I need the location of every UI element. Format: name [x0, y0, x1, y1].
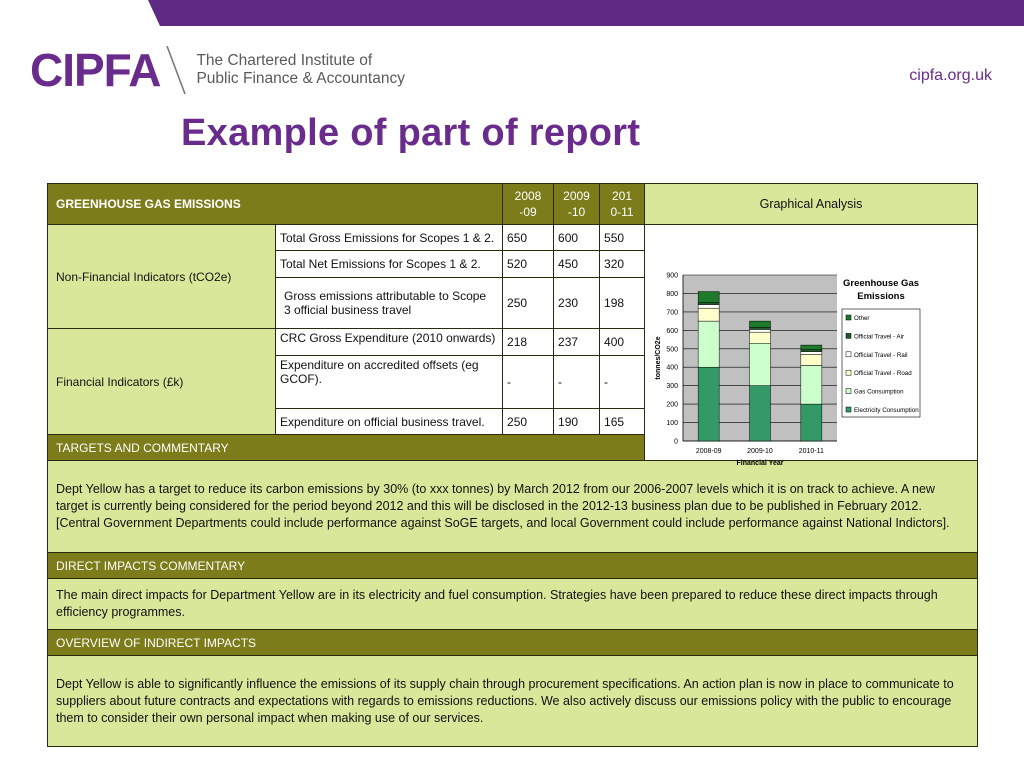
- section-heading: DIRECT IMPACTS COMMENTARY: [48, 553, 978, 579]
- row-value: 400: [600, 329, 645, 356]
- row-value: -: [554, 356, 600, 409]
- logo-wordmark: CIPFA: [30, 44, 161, 96]
- y-tick-label: 600: [666, 327, 679, 335]
- chart-title: Greenhouse Gas: [843, 278, 920, 289]
- chart-cell: [645, 225, 978, 467]
- legend-label: Official Travel - Road: [854, 370, 912, 378]
- row-description: Expenditure on accredited offsets (eg GCOF).: [276, 356, 503, 409]
- group-label: Non-Financial Indicators (tCO2e): [48, 225, 276, 329]
- row-value: -: [503, 356, 554, 409]
- legend-swatch: [846, 407, 851, 412]
- section-text-row: [48, 461, 978, 553]
- section-heading-row: [48, 553, 978, 579]
- report-table: [47, 183, 978, 747]
- bar-segment: [801, 365, 822, 404]
- top-banner: [0, 0, 1024, 28]
- year-header: 2009 -10: [554, 184, 600, 225]
- y-tick-label: 900: [666, 272, 679, 280]
- row-value: 600: [554, 225, 600, 251]
- bar-segment: [801, 354, 822, 365]
- legend-label: Official Travel - Rail: [854, 351, 908, 359]
- y-tick-label: 700: [666, 309, 679, 317]
- section-heading: TARGETS AND COMMENTARY: [48, 435, 978, 461]
- section-heading-row: [48, 630, 978, 656]
- row-value: 237: [554, 329, 600, 356]
- row-description: Total Net Emissions for Scopes 1 & 2.: [276, 251, 503, 278]
- logo-subtitle-line1: The Chartered Institute of: [196, 52, 373, 69]
- row-value: 198: [600, 278, 645, 329]
- table-header-row: [48, 184, 978, 225]
- row-value: -: [600, 356, 645, 409]
- section-heading: OVERVIEW OF INDIRECT IMPACTS: [48, 630, 978, 656]
- row-value: 218: [503, 329, 554, 356]
- y-tick-label: 500: [666, 346, 679, 354]
- cipfa-logo: [30, 45, 405, 95]
- bar-segment: [698, 305, 719, 309]
- table-header-label: GREENHOUSE GAS EMISSIONS: [48, 184, 503, 225]
- site-url[interactable]: cipfa.org.uk: [909, 67, 992, 84]
- page-title: Example of part of report: [181, 112, 641, 154]
- y-tick-label: 400: [666, 364, 679, 372]
- bar-segment: [698, 308, 719, 321]
- legend-swatch: [846, 352, 851, 357]
- bar-segment: [801, 352, 822, 355]
- row-value: 250: [503, 278, 554, 329]
- logo-slash-mark: [164, 44, 188, 96]
- row-description: Total Gross Emissions for Scopes 1 & 2.: [276, 225, 503, 251]
- bar-segment: [801, 404, 822, 441]
- legend-swatch: [846, 389, 851, 394]
- group-label: Financial Indicators (£k): [48, 329, 276, 435]
- bar-segment: [801, 345, 822, 350]
- legend-swatch: [846, 370, 851, 375]
- bar-segment: [698, 303, 719, 305]
- row-value: 520: [503, 251, 554, 278]
- y-tick-label: 100: [666, 420, 679, 428]
- bar-segment: [750, 332, 771, 343]
- y-tick-label: 200: [666, 401, 679, 409]
- row-value: 250: [503, 409, 554, 435]
- y-axis-title: tonnes/CO2e: [655, 336, 663, 380]
- legend-swatch: [846, 315, 851, 320]
- logo-subtitle: [196, 52, 405, 88]
- emissions-chart: [645, 225, 975, 467]
- row-value: 650: [503, 225, 554, 251]
- section-text: Dept Yellow has a target to reduce its carbon emissions by 30% (to xxx tonnes) by March 2012 from our 2006-2007 levels which it is on track to achieve. A new target is currently being considered for the period beyond 2012 and this will be disclosed in the 2012-13 business plan due to be published in February 2012. [Central Government Departments could include performance against SoGE targets, and local Government could include performance against National Indictors].: [48, 461, 978, 553]
- legend-label: Official Travel - Air: [854, 333, 905, 341]
- bar-segment: [750, 328, 771, 330]
- bar-segment: [750, 343, 771, 385]
- bar-segment: [698, 292, 719, 303]
- legend-label: Gas Consumption: [854, 388, 904, 396]
- logo-subtitle-line2: Public Finance & Accountancy: [196, 70, 405, 87]
- graphical-analysis-header: Graphical Analysis: [645, 184, 978, 225]
- bar-segment: [750, 386, 771, 441]
- year-header: 2008 -09: [503, 184, 554, 225]
- row-value: 190: [554, 409, 600, 435]
- bar-segment: [750, 329, 771, 332]
- legend-label: Other: [854, 315, 870, 322]
- row-value: 550: [600, 225, 645, 251]
- year-header: 201 0-11: [600, 184, 645, 225]
- section-text-row: [48, 579, 978, 630]
- x-tick-label: 2009-10: [747, 448, 773, 455]
- chart-legend: [842, 309, 920, 417]
- legend-label: Electricity Consumption: [854, 407, 919, 414]
- row-value: 230: [554, 278, 600, 329]
- y-tick-label: 300: [666, 383, 679, 391]
- bar-segment: [801, 350, 822, 352]
- x-tick-label: 2008-09: [695, 448, 722, 455]
- section-text: Dept Yellow is able to significantly influence the emissions of its supply chain through procurement specifications. An action plan is now in place to communicate to suppliers about future contracts and expectations with regards to emissions reductions. We also actively discuss our emissions policy with the public to encourage them to consider their own personal impact when making use of our services.: [48, 656, 978, 747]
- row-value: 165: [600, 409, 645, 435]
- y-tick-label: 800: [666, 290, 679, 298]
- row-value: 320: [600, 251, 645, 278]
- table-row: [48, 225, 978, 251]
- section-text-row: [48, 656, 978, 747]
- row-value: 450: [554, 251, 600, 278]
- x-tick-label: 2010-11: [798, 448, 824, 455]
- x-axis-title: Financial Year: [736, 460, 784, 467]
- bar-segment: [750, 321, 771, 327]
- row-description: Expenditure on official business travel.: [276, 409, 503, 435]
- row-description: Gross emissions attributable to Scope 3 official business travel: [276, 278, 503, 329]
- bar-segment: [698, 321, 719, 367]
- legend-swatch: [846, 333, 851, 338]
- y-tick-label: 0: [674, 438, 679, 446]
- chart-title: Emissions: [857, 291, 905, 302]
- row-description: CRC Gross Expenditure (2010 onwards): [276, 329, 503, 356]
- section-text: The main direct impacts for Department Yellow are in its electricity and fuel consumption. Strategies have been prepared to reduce these direct impacts through efficiency programmes.: [48, 579, 978, 630]
- bar-segment: [698, 367, 719, 441]
